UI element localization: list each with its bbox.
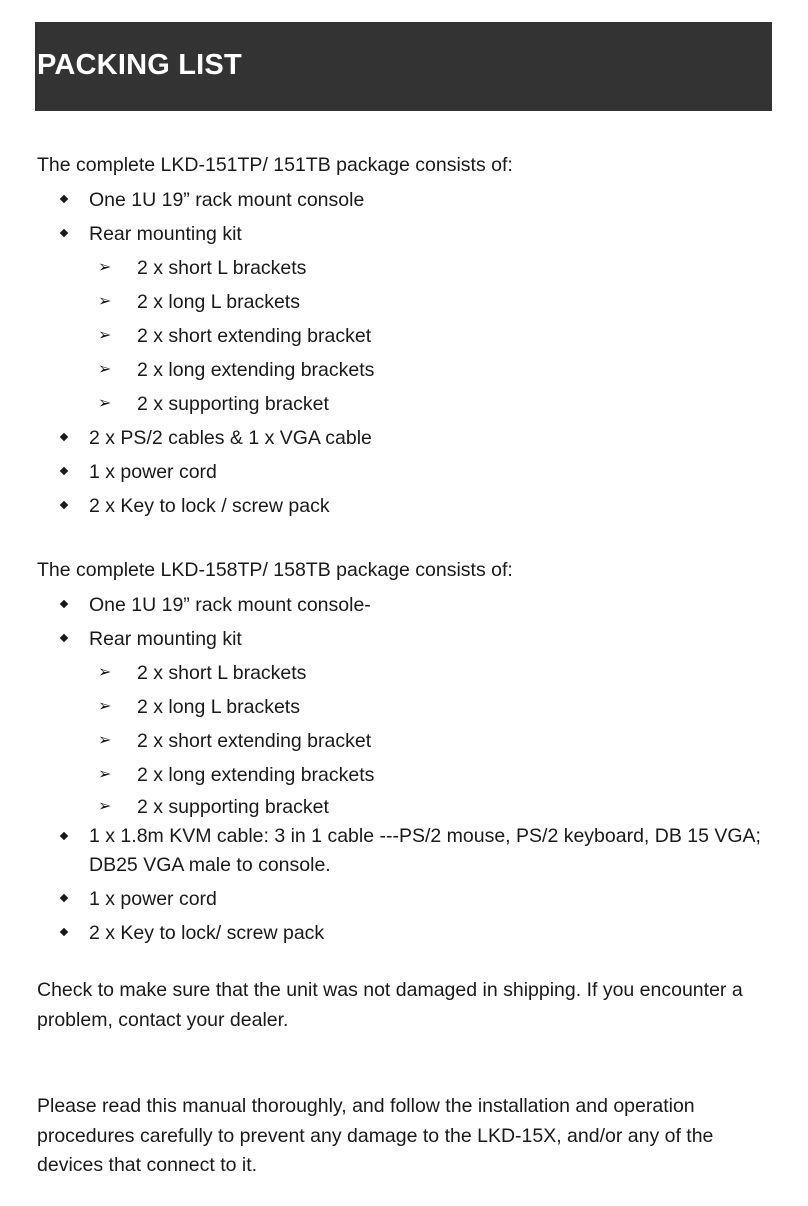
list-item: [37, 183, 777, 217]
list-item: [37, 916, 777, 950]
sub-list: [89, 251, 777, 421]
document-body: [37, 150, 777, 1181]
arrowhead-icon: ➢: [98, 327, 112, 344]
list-item: [37, 622, 777, 656]
arrowhead-icon: ➢: [98, 664, 112, 681]
bullet-icon: [60, 501, 68, 509]
packing-list: [37, 822, 777, 950]
list-item-text: 1 x power cord: [89, 888, 217, 910]
list-item-text: 2 x Key to lock / screw pack: [89, 495, 330, 517]
list-item-text: 2 x Key to lock/ screw pack: [89, 922, 325, 944]
sub-list-item-text: 2 x long L brackets: [137, 696, 300, 718]
arrowhead-icon: ➢: [98, 259, 112, 276]
packing-list: [37, 588, 777, 656]
arrowhead-icon: ➢: [98, 293, 112, 310]
bullet-icon: [60, 894, 68, 902]
list-item: [37, 588, 777, 622]
arrowhead-icon: ➢: [98, 698, 112, 715]
list-item: [37, 421, 777, 455]
manual-read-note: Please read this manual thoroughly, and follow the installation and operation procedures carefully to prevent any damage to the LKD-15X, and/or any of the devices that connect to it.: [37, 1095, 714, 1176]
sub-list-item: [89, 387, 777, 421]
section-intro: The complete LKD-151TP/ 151TB package consists of:: [37, 154, 513, 176]
sub-list-item: [89, 353, 777, 387]
list-item: [37, 489, 777, 523]
header-bar: [35, 22, 772, 111]
bullet-icon: [60, 832, 68, 840]
arrowhead-icon: ➢: [98, 798, 112, 815]
spacer: [37, 1035, 777, 1092]
sub-list-item-text: 2 x supporting bracket: [137, 393, 329, 415]
sub-list: [89, 656, 777, 822]
packing-list: [37, 421, 777, 523]
list-item-text: Rear mounting kit: [89, 628, 242, 650]
sub-list-item-text: 2 x short L brackets: [137, 257, 307, 279]
bullet-icon: [60, 928, 68, 936]
list-item-text: Rear mounting kit: [89, 223, 242, 245]
sub-list-item-text: 2 x short extending bracket: [137, 730, 372, 752]
list-item: [37, 822, 777, 880]
sub-list-item: [89, 758, 777, 792]
list-item-text: 1 x power cord: [89, 461, 217, 483]
sub-list-item-text: 2 x supporting bracket: [137, 796, 329, 818]
packing-list: [37, 183, 777, 251]
list-item: [37, 455, 777, 489]
bullet-icon: [60, 634, 68, 642]
bullet-icon: [60, 600, 68, 608]
list-item-text: 2 x PS/2 cables & 1 x VGA cable: [89, 427, 372, 449]
list-item: [37, 217, 777, 251]
list-item-text: One 1U 19” rack mount console: [89, 189, 365, 211]
list-item-text: One 1U 19” rack mount console-: [89, 594, 371, 616]
sub-list-item-text: 2 x short extending bracket: [137, 325, 372, 347]
list-item: [37, 882, 777, 916]
sub-list-item: [89, 656, 777, 690]
sub-list-item: [89, 792, 777, 822]
arrowhead-icon: ➢: [98, 732, 112, 749]
section-intro: The complete LKD-158TP/ 158TB package consists of:: [37, 559, 513, 581]
bullet-icon: [60, 229, 68, 237]
arrowhead-icon: ➢: [98, 361, 112, 378]
spacer: [37, 950, 777, 976]
bullet-icon: [60, 433, 68, 441]
sub-list-item: [89, 285, 777, 319]
sub-list-item: [89, 690, 777, 724]
page-title: PACKING LIST: [37, 49, 242, 81]
sub-list-item: [89, 724, 777, 758]
list-item-text: 1 x 1.8m KVM cable: 3 in 1 cable ---PS/2 mouse, PS/2 keyboard, DB 15 VGA; DB25 VGA male to console.: [89, 825, 761, 876]
sub-list-item: [89, 251, 777, 285]
spacer: [37, 523, 777, 555]
sub-list-item: [89, 319, 777, 353]
arrowhead-icon: ➢: [98, 766, 112, 783]
bullet-icon: [60, 195, 68, 203]
sub-list-item-text: 2 x short L brackets: [137, 662, 307, 684]
shipping-check-note: Check to make sure that the unit was not damaged in shipping. If you encounter a problem, contact your dealer.: [37, 979, 743, 1031]
sub-list-item-text: 2 x long extending brackets: [137, 359, 375, 381]
sub-list-item-text: 2 x long extending brackets: [137, 764, 375, 786]
bullet-icon: [60, 467, 68, 475]
sub-list-item-text: 2 x long L brackets: [137, 291, 300, 313]
arrowhead-icon: ➢: [98, 395, 112, 412]
